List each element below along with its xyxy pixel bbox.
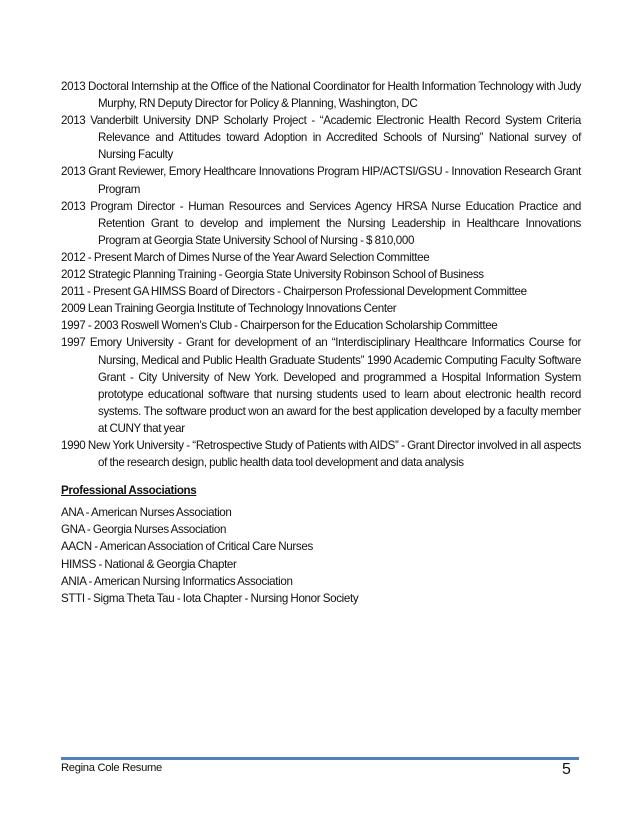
footer-title: Regina Cole Resume <box>61 762 162 774</box>
professional-associations-heading: Professional Associations <box>61 484 197 498</box>
entry-2009-lean-training: 2009 Lean Training Georgia Institute of Technology Innovations Center <box>61 302 397 316</box>
entry-2013-doctoral-internship: 2013 Doctoral Internship at the Office of the National Coordinator for Health Information Technology with Judy Murphy, RN Deputy Director for Policy & Planning, Washington, DC <box>61 80 581 111</box>
association-item: HIMSS - National & Georgia Chapter <box>61 557 237 571</box>
association-item: STTI - Sigma Theta Tau - Iota Chapter - Nursing Honor Society <box>61 591 359 605</box>
entry-1997-roswell-womens-club: 1997 - 2003 Roswell Women’s Club - Chairperson for the Education Scholarship Committee <box>61 319 498 333</box>
page-number: 5 <box>562 761 571 778</box>
footer-divider <box>61 757 579 760</box>
entry-2012-march-of-dimes: 2012 - Present March of Dimes Nurse of the Year Award Selection Committee <box>61 250 430 264</box>
association-item: ANA - American Nurses Association <box>61 506 232 520</box>
association-item: ANIA - American Nursing Informatics Association <box>61 574 293 588</box>
entry-1997-emory-grant: 1997 Emory University - Grant for development of an “Interdisciplinary Healthcare Informatics Course for Nursing, Medical and Public Health Graduate Students” 1990 Academic Computing Faculty Software Grant - City University of New York. Developed and programmed a Hospital Information System prototype educational software that nursing students used to learn about electronic health record systems. The software product won an award for the best application developed by a faculty member at CUNY that year <box>61 336 581 435</box>
entry-2012-strategic-planning: 2012 Strategic Planning Training - Georgia State University Robinson School of Business <box>61 268 484 282</box>
entry-2013-vanderbilt-dnp-project: 2013 Vanderbilt University DNP Scholarly Project - “Academic Electronic Health Record System Criteria Relevance and Attitudes toward Adoption in Accredited Schools of Nursing” National survey of Nursing Faculty <box>61 114 581 162</box>
associations-list <box>61 504 581 607</box>
entry-1990-nyu-study: 1990 New York University - “Retrospective Study of Patients with AIDS” - Grant Director involved in all aspects of the research design, public health data tool development and data analysis <box>61 438 581 470</box>
entry-2013-program-director: 2013 Program Director - Human Resources and Services Agency HRSA Nurse Education Practice and Retention Grant to develop and implement the Nursing Leadership in Healthcare Innovations Program at Georgia State University School of Nursing - $ 810,000 <box>61 199 581 247</box>
entry-2013-grant-reviewer: 2013 Grant Reviewer, Emory Healthcare Innovations Program HIP/ACTSI/GSU - Innovation Research Grant Program <box>61 165 581 196</box>
association-item: GNA - Georgia Nurses Association <box>61 523 227 537</box>
association-item: AACN - American Association of Critical Care Nurses <box>61 540 313 554</box>
entry-2011-ga-himss-board: 2011 - Present GA HIMSS Board of Directors - Chairperson Professional Development Committee <box>61 285 527 299</box>
page-content <box>61 78 581 607</box>
